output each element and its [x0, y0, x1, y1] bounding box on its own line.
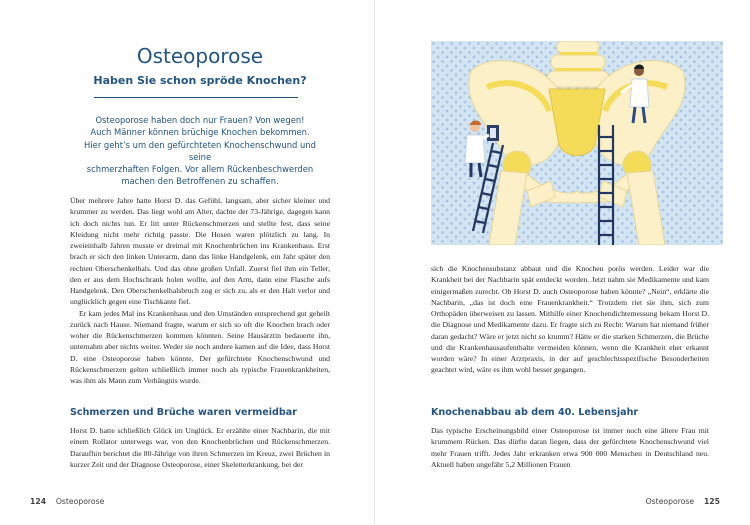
paragraph: Das typische Erscheinungsbild einer Osteoporose ist immer noch eine ältere Frau mit krummem Rücken. Das dürfte daran liegen, dass der gefürchtete Knochenschwund viel mehr Frauen trifft. Jedes Jahr erkranken etwa 900 000 Menschen in Deutschland neu. Aktuell haben ungefähr 5,2 Millionen Frauen — [431, 426, 709, 469]
paragraph: Über mehrere Jahre hatte Horst D. das Gefühl, langsam, aber sicher kleiner und krummer zu werden. Das liegt wohl am Alter, dachte der 73-Jährige, dagegen kann ich doch nichts tun. Er litt unter Rückenschmerzen und stellte fest, dass seine Kleidung nicht mehr richtig passte. Die Hosen waren plötzlich zu lang. In zweieinhalb Jahren musste er dreimal mit Knochenbrüchen ins Krankenhaus. Erst brach er sich den linken Unterarm, dann das linke Handgelenk, ein Jahr später den rechten Oberschenkelhals. Und das ohne großen Unfall. Zuerst fiel ihm ein Teller, den er aus dem Hochschrank holen wollte, auf den Arm, dann eine Flasche aufs Handgelenk. Den Oberschenkelhalsbruch zog er sich zu, als er den Halt verlor und unglücklich gegen eine Tischkante fiel. — [70, 196, 330, 307]
body-text-right-bottom — [431, 425, 709, 470]
paragraph: sich die Knochensubstanz abbaut und die Knochen porös werden. Leider war die Krankheit bei der Nachbarin spät entdeckt worden. Jetzt nahm sie Medikamente und kam einigermaßen zurecht. Ob Horst D. auch Osteoporose haben könnte? „Nein“, erklärte die Nachbarin, „das ist doch eine Frauenkrankheit.“ Trotzdem riet sie ihm, sich zum Orthopäden überweisen zu lassen. Mithilfe einer Knochendichtemessung bekam Horst D. die Diagnose und Medikamente dazu. Er fragte sich zu Recht: Warum hat niemand früher daran gedacht? Wäre er jetzt nicht so krumm? Hätte er die starken Schmerzen, die Brüche und die Krankenhausaufenthalte vermeiden können, wenn die Krankheit eher erkannt worden wäre? In einer Arztpraxis, in der auf geschlechtsspezifische Besonderheiten geachtet wird, wäre es ihm wohl besser gegangen. — [431, 264, 709, 375]
running-head: Osteoporose — [55, 497, 105, 506]
body-text-left-bottom — [70, 425, 330, 470]
running-head: Osteoporose — [645, 497, 695, 506]
paragraph: Er kam jedes Mal ins Krankenhaus und den Umständen entsprechend gut geheilt zurück nach Hause. Niemand fragte, warum er sich so oft die Knochen brach oder woher die Rückenschmerzen kommen könnten. Seine Hausärztin bedauerte ihn, unternahm aber nichts weiter. Weder sie noch andere kamen auf die Idee, dass Horst D. eine Osteoporose haben könnte. Der gefürchtete Knochenschwund und Rückenschmerzen gelten schließlich immer noch als typische Frauenkrankheiten, was ihm als Mann zum Verhängnis wurde. — [70, 308, 330, 385]
page-number: 124 — [30, 497, 47, 506]
section-heading: Knochenabbau ab dem 40. Lebensjahr — [431, 407, 639, 418]
page-subtitle: Haben Sie schon spröde Knochen? — [93, 74, 307, 87]
paragraph: Horst D. hatte schließlich Glück im Unglück. Er erzählte einer Nachbarin, die mit einem Rollator unterwegs war, von den Knochenbrüchen und Rückenschmerzen. Daraufhin berichtet die 80-Jährige von ihren Schmerzen im Kreuz, zwei Brüchen in kurzer Zeit und der Diagnose Osteoporose, einer Skeletterkrankung, bei der — [70, 426, 330, 469]
section-heading: Schmerzen und Brüche waren vermeidbar — [70, 407, 297, 418]
page-title: Osteoporose — [136, 44, 264, 68]
intro-text — [72, 114, 328, 188]
footer-left — [30, 497, 104, 506]
pelvis-illustration — [431, 41, 723, 245]
page-number: 125 — [703, 497, 720, 506]
title-divider — [94, 97, 298, 98]
intro-line: schmerzhaften Folgen. Vor allem Rückenbeschwerden — [86, 164, 314, 175]
intro-line: Osteoporose haben doch nur Frauen? Von wegen! — [95, 115, 305, 125]
footer-right — [646, 497, 720, 506]
intro-line: Hier geht’s um den gefürchteten Knochenschwund und seine — [84, 139, 316, 162]
intro-line: Auch Männer können brüchige Knochen bekommen. — [90, 127, 310, 138]
body-text-left-top — [70, 195, 330, 386]
book-gutter — [374, 0, 375, 525]
intro-line: machen den Betroffenen zu schaffen. — [121, 176, 279, 187]
body-text-right-top — [431, 263, 709, 376]
